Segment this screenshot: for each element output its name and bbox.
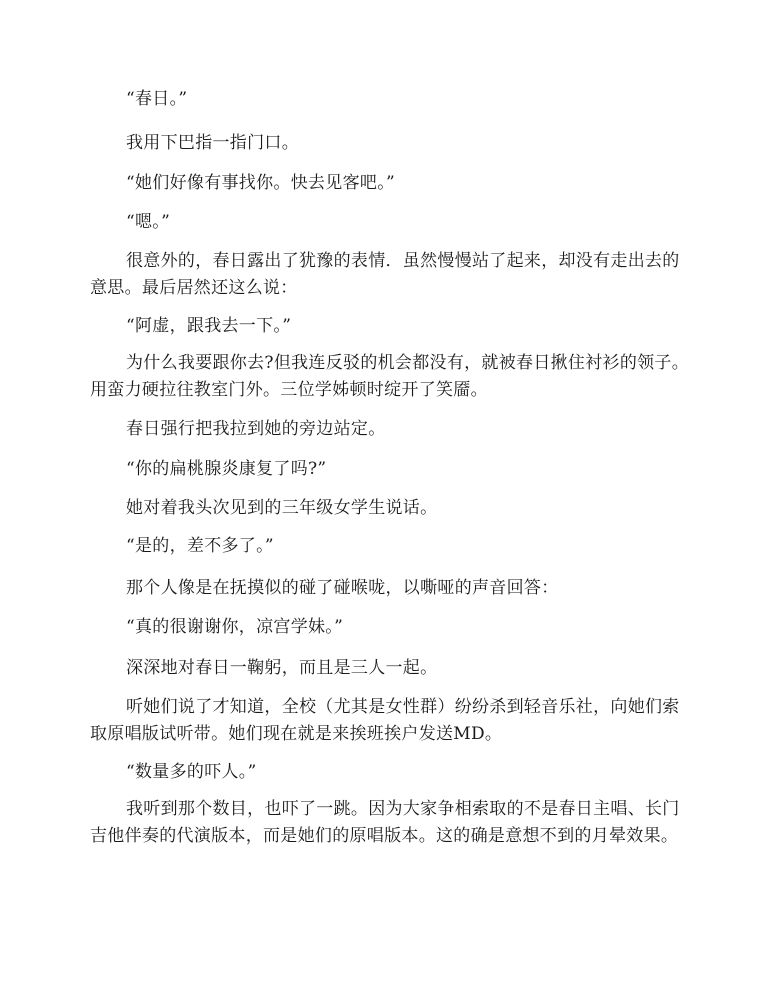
paragraph-6: “阿虚，跟我去一下。”: [126, 316, 292, 336]
paragraph-7: 为什么我要跟你去?但我连反驳的机会都没有，就被春日揪住衬衫的领子。用蛮力硬拉往教室门外。三位学姊顿时绽开了笑靥。: [90, 353, 690, 400]
paragraph-14: 深深地对春日一鞠躬，而且是三人一起。: [126, 658, 438, 678]
paragraph-4: “嗯。”: [126, 212, 171, 232]
paragraph-9: “你的扁桃腺炎康复了吗?”: [126, 459, 327, 479]
paragraph-10: 她对着我头次见到的三年级女学生说话。: [126, 498, 438, 518]
paragraph-16: “数量多的吓人。”: [126, 762, 257, 782]
paragraph-17: 我听到那个数目，也吓了一跳。因为大家争相索取的不是春日主唱、长门吉他伴奏的代演版本，而是她们的原唱版本。这的确是意想不到的月晕效果。: [90, 799, 680, 846]
paragraph-2: 我用下巴指一指门口。: [126, 133, 299, 153]
paragraph-8: 春日强行把我拉到她的旁边站定。: [126, 419, 386, 439]
paragraph-3: “她们好像有事找你。快去见客吧。”: [126, 173, 395, 193]
paragraph-11: “是的，差不多了。”: [126, 536, 274, 556]
paragraph-1: “春日。”: [126, 89, 188, 109]
paragraph-15: 听她们说了才知道，全校（尤其是女性群）纷纷杀到轻音乐社，向她们索取原唱版试听带。她们现在就是来挨班挨户发送MD。: [90, 697, 680, 744]
paragraph-12: 那个人像是在抚摸似的碰了碰喉咙，以嘶哑的声音回答：: [126, 578, 559, 598]
paragraph-13: “真的很谢谢你，凉宫学妹。”: [126, 617, 344, 637]
paragraph-5: 很意外的，春日露出了犹豫的表情．虽然慢慢站了起来，却没有走出去的意思。最后居然还这么说：: [90, 251, 680, 298]
